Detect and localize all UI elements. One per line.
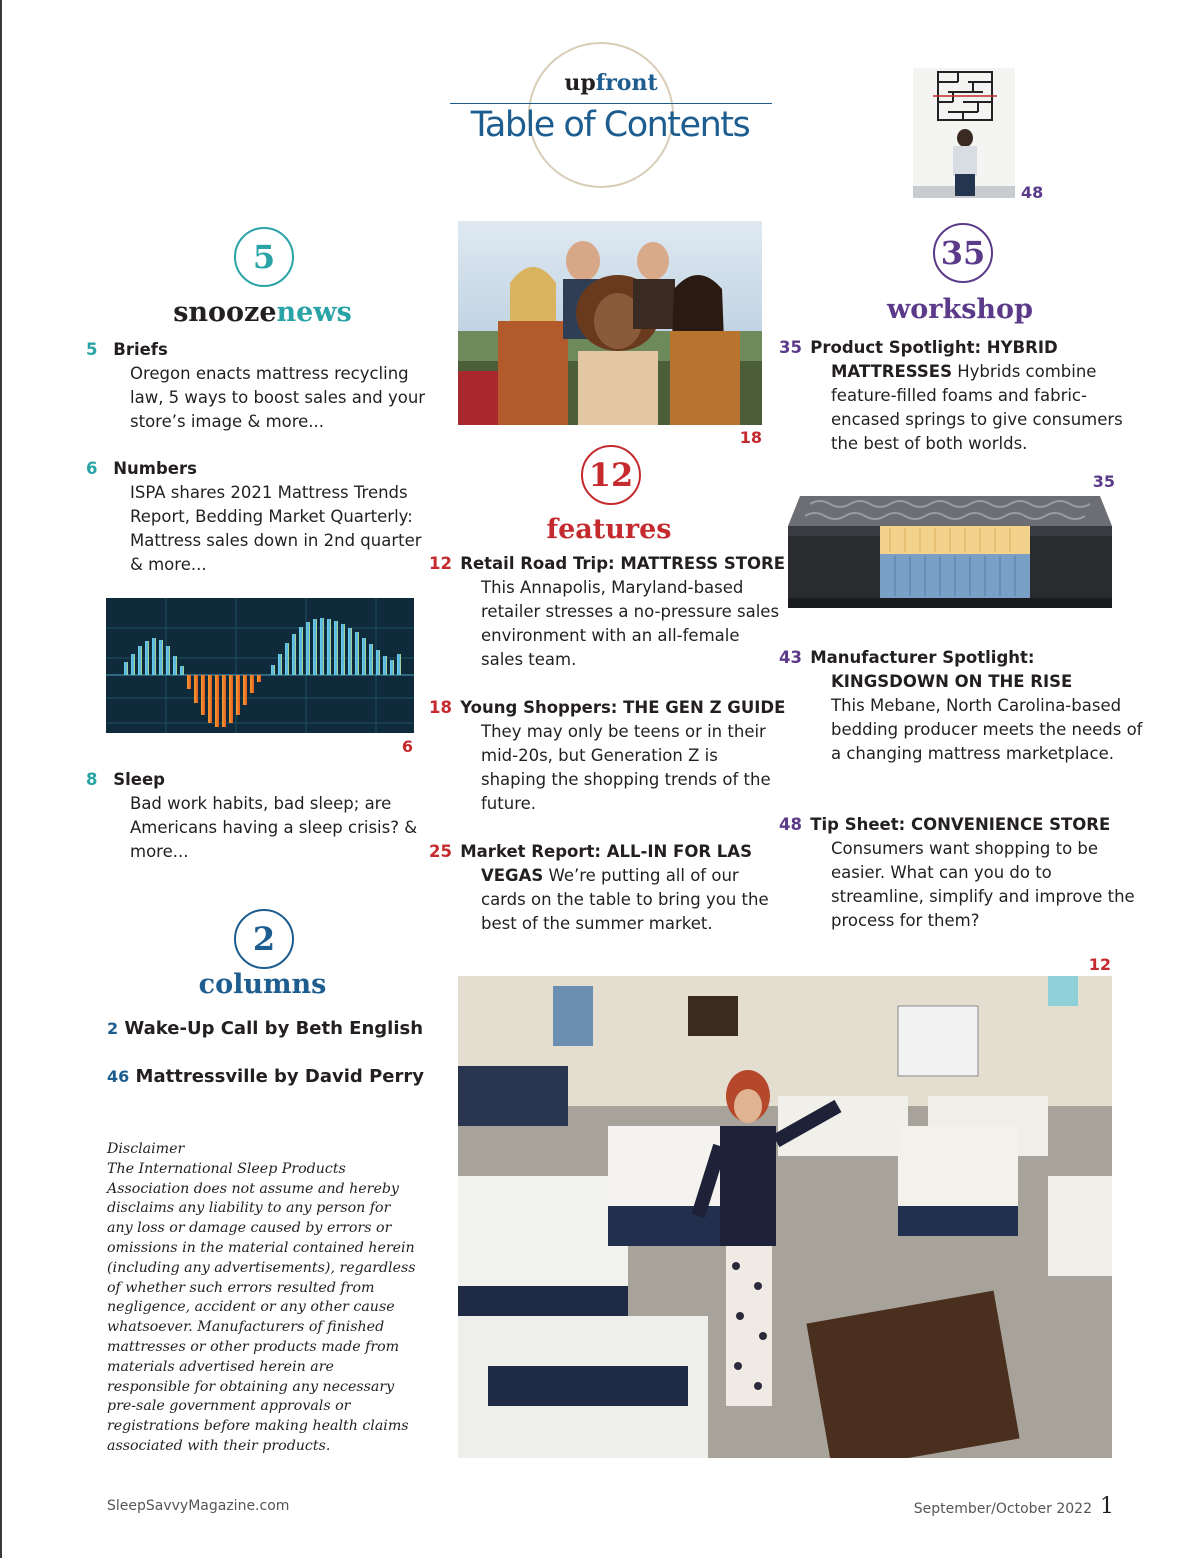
store-photo-page-ref: 12 bbox=[1088, 955, 1111, 974]
workshop-entry-product-spotlight[interactable]: 35 Product Spotlight: HYBRID MATTRESSES Hybrids combine feature-filled foams and fabric-encased springs to give consumers the best of both worlds. bbox=[779, 338, 1123, 453]
entry-body: ISPA shares 2021 Mattress Trends Report, Bedding Market Quarterly: Mattress sales down in 2nd quarter & more... bbox=[130, 483, 422, 574]
entry-page-number: 2 bbox=[107, 1019, 119, 1038]
entry-body: Consumers want shopping to be easier. What can you do to streamline, simplify and improve the process for them? bbox=[831, 839, 1135, 930]
upfront-up: up bbox=[564, 70, 596, 96]
page-title: Table of Contents bbox=[470, 105, 750, 145]
gen-z-photo-page-ref: 18 bbox=[739, 428, 762, 447]
features-title: features bbox=[546, 514, 672, 545]
columns-title: columns bbox=[198, 969, 327, 1000]
entry-heading: Sleep bbox=[113, 770, 165, 789]
columns-entry-mattressville[interactable] bbox=[107, 1065, 427, 1089]
workshop-entry-tip-sheet[interactable]: 48 Tip Sheet: CONVENIENCE STORE Consumers want shopping to be easier. What can you do to streamline, simplify and improve the process for them? bbox=[779, 815, 1135, 930]
snoozenews-entry-numbers[interactable]: 6 Numbers ISPA shares 2021 Mattress Trends Report, Bedding Market Quarterly: Mattress sales down in 2nd quarter & more... bbox=[86, 459, 422, 574]
columns-entry-wake-up-call[interactable] bbox=[107, 1017, 427, 1041]
entry-heading: Mattressville by David Perry bbox=[135, 1066, 424, 1087]
workshop-entry-manufacturer-spotlight[interactable]: 43 Manufacturer Spotlight: KINGSDOWN ON THE RISE This Mebane, North Carolina-based bedding producer meets the needs of a changing mattress marketplace. bbox=[779, 648, 1143, 763]
snoozenews-title-a: snooze bbox=[173, 297, 277, 328]
footer-issue-date: September/October 2022 bbox=[913, 1501, 1092, 1517]
entry-heading: Product Spotlight: HYBRID MATTRESSES bbox=[810, 338, 1058, 381]
snoozenews-number: 5 bbox=[234, 227, 294, 287]
entry-heading: Tip Sheet: CONVENIENCE STORE bbox=[810, 815, 1111, 834]
page-edge-line bbox=[0, 0, 2, 1558]
workshop-number: 35 bbox=[933, 223, 993, 283]
disclaimer-title: Disclaimer bbox=[107, 1141, 185, 1157]
columns-number: 2 bbox=[234, 909, 294, 969]
soundwave-image-page-ref: 6 bbox=[401, 737, 413, 756]
features-entry-market-report[interactable]: 25 Market Report: ALL-IN FOR LAS VEGAS We’re putting all of our cards on the table to bring you the best of the summer market. bbox=[429, 842, 769, 933]
snoozenews-title-b: news bbox=[276, 297, 352, 328]
hybrid-mattress-image bbox=[780, 486, 1115, 616]
mattress-store-photo bbox=[458, 976, 1112, 1458]
footer-website: SleepSavvyMagazine.com bbox=[107, 1498, 290, 1514]
footer-page-number: 1 bbox=[1100, 1494, 1114, 1519]
entry-body: They may only be teens or in their mid-20s, but Generation Z is shaping the shopping trends of the future. bbox=[481, 722, 771, 813]
snoozenews-title bbox=[150, 297, 375, 328]
disclaimer-text: The International Sleep Products Association does not assume and hereby disclaims any liability to any person for any loss or damage caused by errors or omissions in the material contained herein (including any advertisements), regardless of whether such errors resulted from negligence, accident or any other cause whatsoever. Manufacturers of finished mattresses or other products made from materials advertised herein are responsible for obtaining any necessary pre-sale government approvals or registrations before making health claims associated with their products. bbox=[107, 1160, 416, 1454]
gen-z-group-photo bbox=[458, 221, 762, 425]
upfront-label bbox=[450, 70, 772, 96]
features-entry-retail-road-trip[interactable]: 12 Retail Road Trip: MATTRESS STORE This Annapolis, Maryland-based retailer stresses a no-pressure sales environment with an all-female sales team. bbox=[429, 554, 786, 669]
entry-heading: Retail Road Trip: MATTRESS STORE bbox=[460, 554, 786, 573]
entry-page-number: 46 bbox=[107, 1067, 130, 1086]
maze-photo bbox=[913, 68, 1015, 198]
entry-body: Oregon enacts mattress recycling law, 5 ways to boost sales and your store’s image & more... bbox=[130, 364, 426, 431]
maze-photo-page-ref: 48 bbox=[1021, 183, 1044, 202]
entry-body: This Annapolis, Maryland-based retailer stresses a no-pressure sales environment with an all-female sales team. bbox=[481, 578, 780, 669]
disclaimer bbox=[107, 1140, 419, 1457]
snoozenews-entry-briefs[interactable]: 5 Briefs Oregon enacts mattress recycling law, 5 ways to boost sales and your store’s image & more... bbox=[86, 340, 426, 431]
header-rule bbox=[450, 103, 772, 104]
entry-body: Bad work habits, bad sleep; are Americans having a sleep crisis? & more... bbox=[130, 794, 418, 861]
features-entry-young-shoppers[interactable]: 18 Young Shoppers: THE GEN Z GUIDE They may only be teens or in their mid-20s, but Generation Z is shaping the shopping trends of the future. bbox=[429, 698, 786, 813]
entry-body: We’re putting all of our cards on the table to bring you the best of the summer market. bbox=[481, 866, 769, 933]
upfront-front: front bbox=[595, 70, 658, 96]
entry-heading: Young Shoppers: THE GEN Z GUIDE bbox=[460, 698, 786, 717]
entry-heading: Market Report: ALL-IN FOR LAS VEGAS bbox=[460, 842, 752, 885]
entry-heading: Manufacturer Spotlight: KINGSDOWN ON THE RISE bbox=[810, 648, 1073, 691]
mattress-image-page-ref: 35 bbox=[1092, 472, 1115, 491]
entry-heading: Numbers bbox=[113, 459, 197, 478]
snoozenews-entry-sleep[interactable]: 8 Sleep Bad work habits, bad sleep; are Americans having a sleep crisis? & more... bbox=[86, 770, 418, 861]
workshop-title: workshop bbox=[887, 294, 1033, 325]
footer-issue bbox=[888, 1494, 1114, 1519]
soundwave-image bbox=[106, 598, 414, 733]
entry-heading: Briefs bbox=[113, 340, 168, 359]
entry-heading: Wake-Up Call by Beth English bbox=[124, 1018, 424, 1039]
entry-body: Hybrids combine feature-filled foams and fabric-encased springs to give consumers the best of both worlds. bbox=[831, 362, 1123, 453]
entry-body: This Mebane, North Carolina-based bedding producer meets the needs of a changing mattress marketplace. bbox=[831, 696, 1143, 763]
features-number: 12 bbox=[581, 445, 641, 505]
